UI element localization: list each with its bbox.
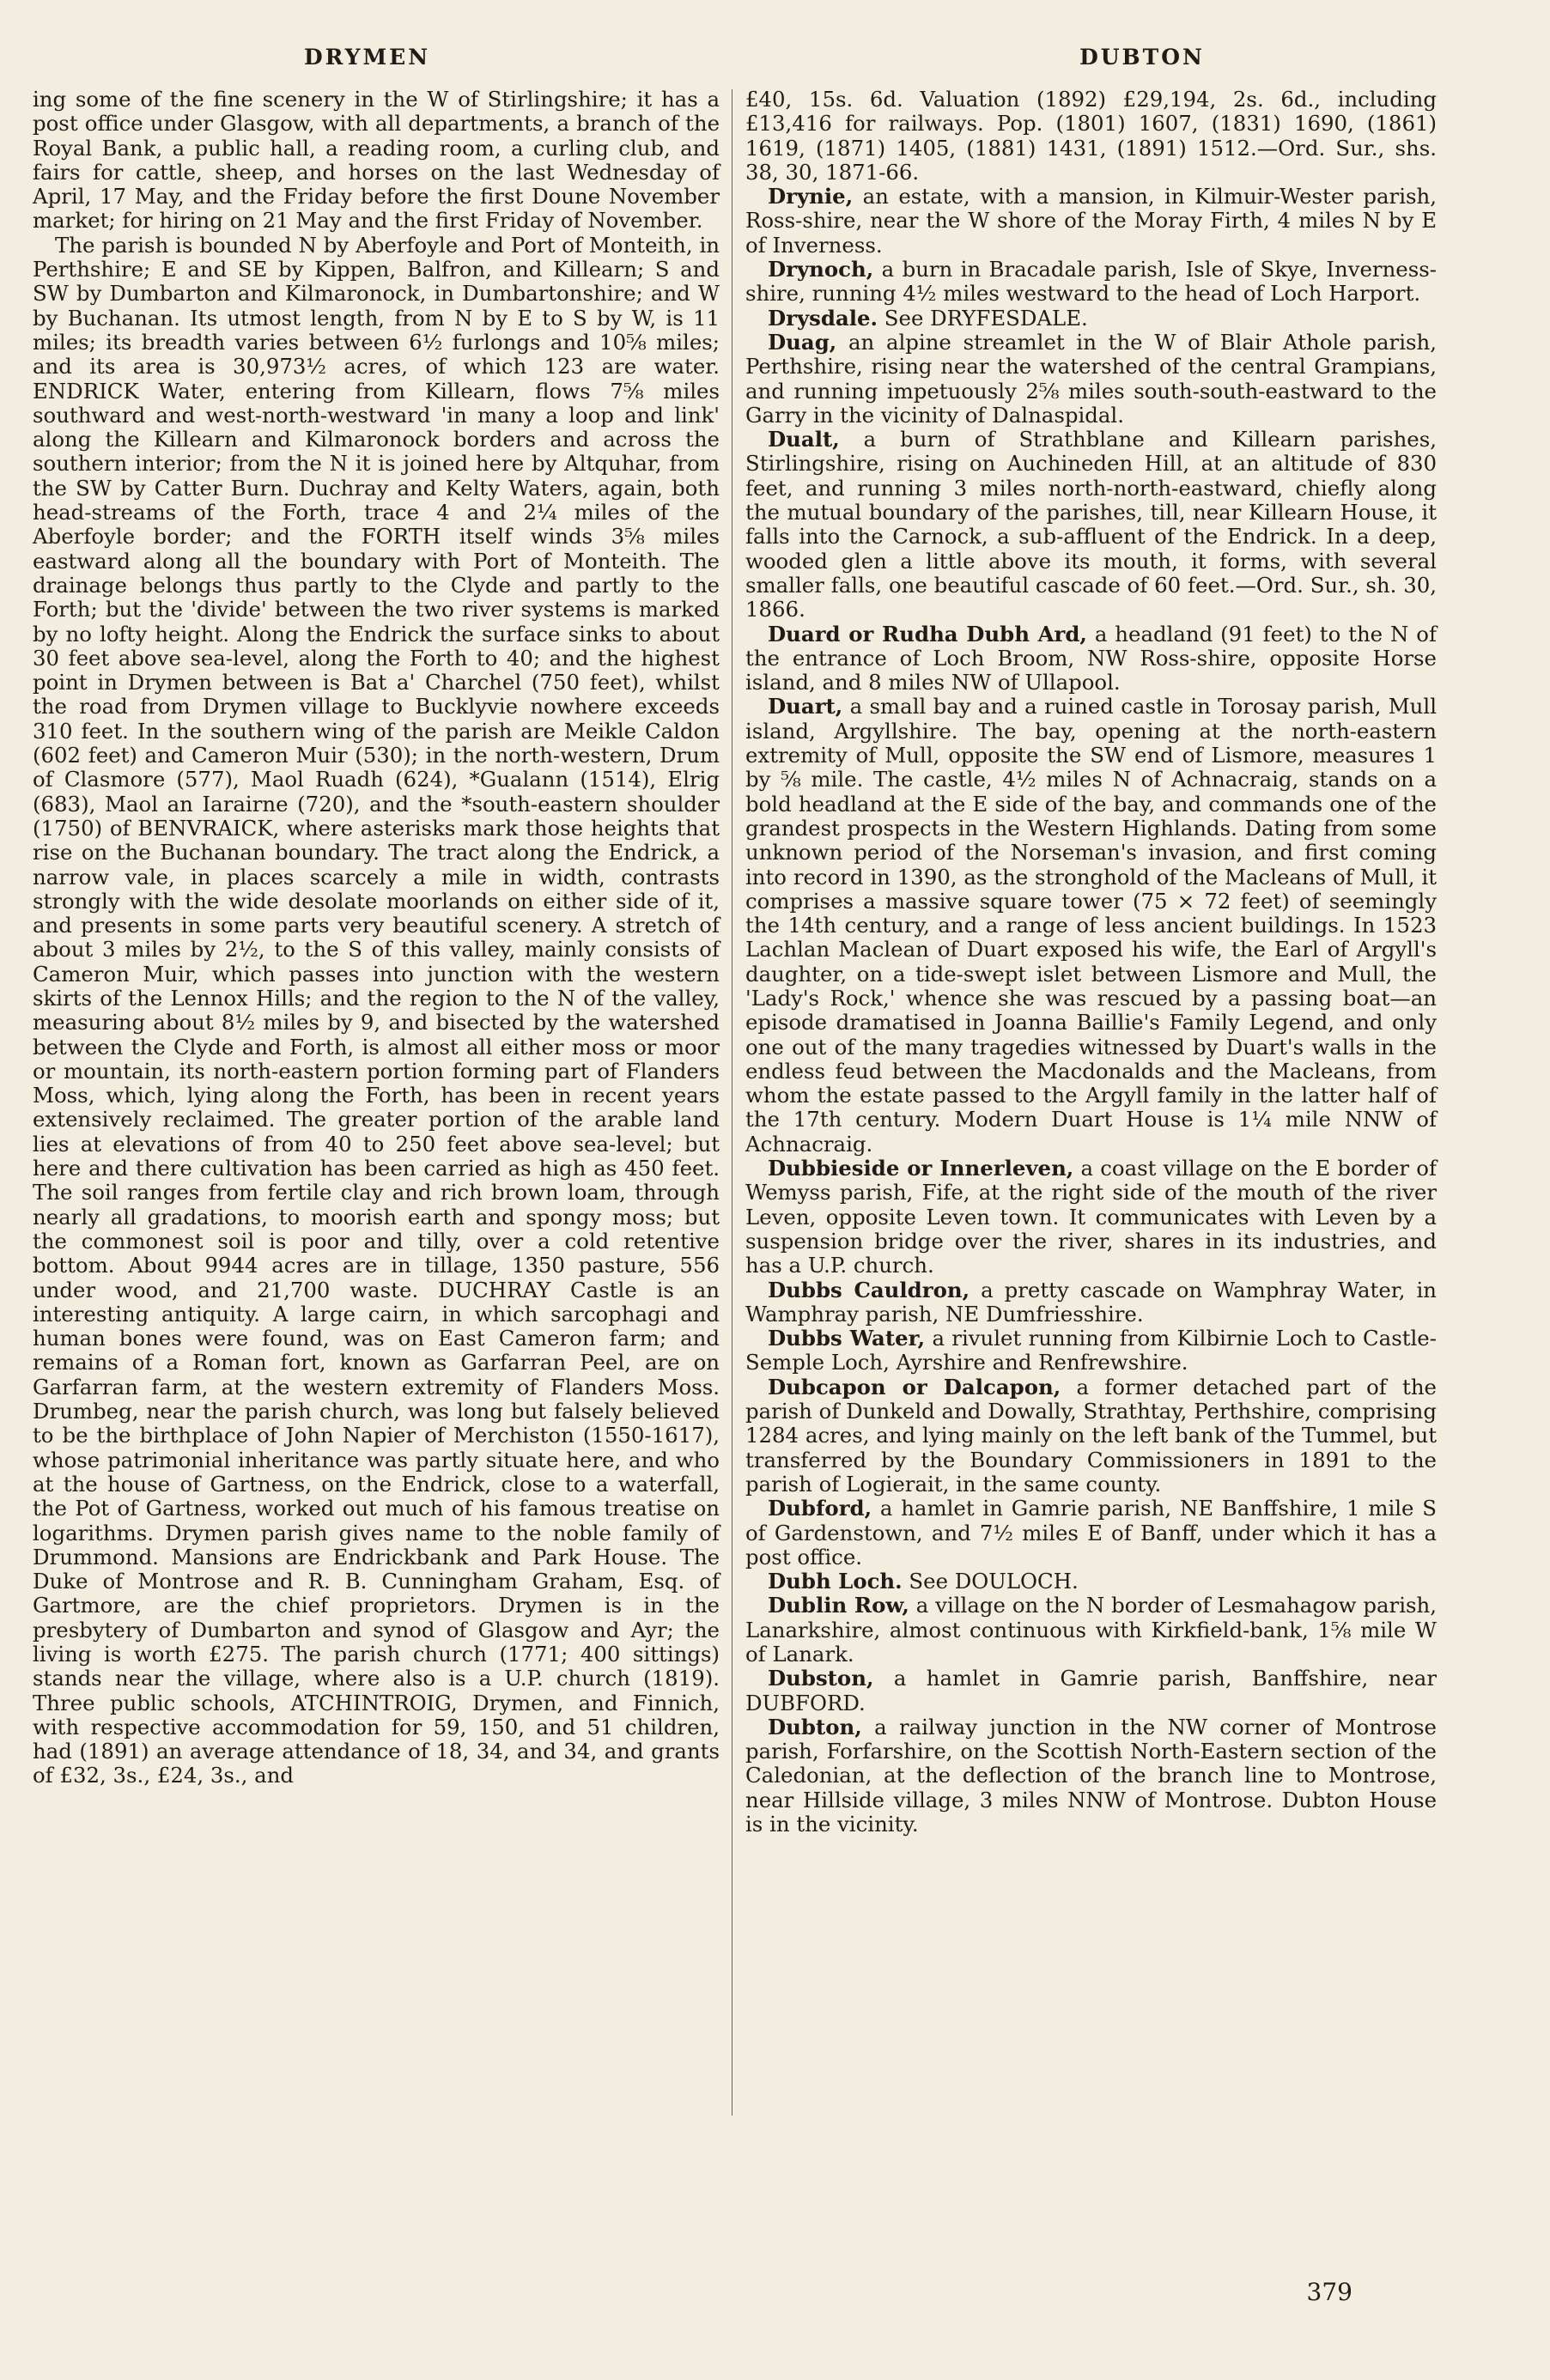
entry-headword: Dublin Row, [768,1593,909,1618]
gazetteer-entry [745,1157,1437,1278]
paragraph: ing some of the fine scenery in the W of Stirlingshire; it has a post office under Glasgow, with all departments, a branch of the Royal Bank, a public hall, a reading room, a curling club, and fairs for cattle, sheep, and horses on the last Wednesday of April, 17 May, and the Friday before the first Doune November market; for hiring on 21 May and the first Friday of November. [33,87,720,234]
gazetteer-entry [745,622,1437,695]
gazetteer-entry [745,1569,1437,1594]
entry-headword: Dubcapon or Dalcapon, [768,1374,1061,1399]
gazetteer-entry [745,1715,1437,1837]
running-header-left: DRYMEN [303,45,431,70]
entry-text: a hamlet in Gamrie parish, Banffshire, near DUBFORD. [745,1666,1437,1715]
entry-headword: Dubbieside or Innerleven, [768,1156,1074,1181]
entry-headword: Drynie, [768,184,854,209]
entry-headword: Duag, [768,329,837,355]
entry-text: a rivulet running from Kilbirnie Loch to Castle-Semple Loch, Ayrshire and Renfrewshire. [745,1326,1437,1375]
entry-headword: Dubbs Cauldron, [768,1277,970,1302]
entry-text: an estate, with a mansion, in Kilmuir-Wester parish, Ross-shire, near the W shore of the Moray Firth, 4 miles N by E of Inverness. [745,184,1437,258]
gazetteer-entry [745,1667,1437,1715]
entry-text: a village on the N border of Lesmahagow parish, Lanarkshire, almost continuous with Kirkfield-bank, 1⅝ mile W of Lanark. [745,1593,1437,1667]
paragraph: £40, 15s. 6d. Valuation (1892) £29,194, 2s. 6d., including £13,416 for railways. Pop. (1801) 1607, (1831) 1690, (1861) 1619, (1871) 1405, (1881) 1431, (1891) 1512.—Ord. Sur., shs. 38, 30, 1871-66. [745,87,1437,185]
entry-text: an alpine streamlet in the W of Blair Athole parish, Perthshire, rising near the watershed of the central Grampians, and running impetuously 2⅝ miles south-south-eastward to the Garry in the vicinity of Dalnaspidal. [745,329,1437,428]
gazetteer-entry [745,1497,1437,1569]
gazetteer-entry [745,331,1437,428]
entry-text: See DRYFESDALE. [878,305,1088,331]
paragraph: The parish is bounded N by Aberfoyle and Port of Monteith, in Perthshire; E and SE by Kippen, Balfron, and Killearn; S and SW by Dumbarton and Kilmaronock, in Dumbartonshire; and W by Buchanan. Its utmost length, from N by E to S by W, is 11 miles; its breadth varies between 6½ furlongs and 10⅝ miles; and its area is 30,973½ acres, of which 123 are water. ENDRICK Water, entering from Killearn, flows 7⅝ miles southward and west-north-westward 'in many a loop and link' along the Killearn and Kilmaronock borders and across the southern interior; from the N it is joined here by Altquhar, from the SW by Catter Burn. Duchray and Kelty Waters, again, both head-streams of the Forth, trace 4 and 2¼ miles of the Aberfoyle border; and the FORTH itself winds 3⅝ miles eastward along all the boundary with Port of Monteith. The drainage belongs thus partly to the Clyde and partly to the Forth; but the 'divide' between the two river systems is marked by no lofty height. Along the Endrick the surface sinks to about 30 feet above sea-level, along the Forth to 40; and the highest point in Drymen between is Bat a' Charchel (750 feet), whilst the road from Drymen village to Bucklyvie nowhere exceeds 310 feet. In the southern wing of the parish are Meikle Caldon (602 feet) and Cameron Muir (530); in the north-western, Drum of Clasmore (577), Maol Ruadh (624), *Gualann (1514), Elrig (683), Maol an Iarairne (720), and the *south-eastern shoulder (1750) of BENVRAICK, where asterisks mark those heights that rise on the Buchanan boundary. The tract along the Endrick, a narrow vale, in places scarcely a mile in width, contrasts strongly with the wide desolate moorlands on either side of it, and presents in some parts very beautiful scenery. A stretch of about 3 miles by 2½, to the S of this valley, mainly consists of Cameron Muir, which passes into junction with the western skirts of the Lennox Hills; and the region to the N of the valley, measuring about 8½ miles by 9, and bisected by the watershed between the Clyde and Forth, is almost all either moss or moor or mountain, its north-eastern portion forming part of Flanders Moss, which, lying along the Forth, has been in recent years extensively reclaimed. The greater portion of the arable land lies at elevations of from 40 to 250 feet above sea-level; but here and there cultivation has been carried as high as 450 feet. The soil ranges from fertile clay and rich brown loam, through nearly all gradations, to moorish earth and spongy moss; but the commonest soil is poor and tilly, over a cold retentive bottom. About 9944 acres are in tillage, 1350 pasture, 556 under wood, and 21,700 waste. DUCHRAY Castle is an interesting antiquity. A large cairn, in which sarcophagi and human bones were found, was on East Cameron farm; and remains of a Roman fort, known as Garfarran Peel, are on Garfarran farm, at the western extremity of Flanders Moss. Drumbeg, near the parish church, was long but falsely believed to be the birthplace of John Napier of Merchiston (1550-1617), whose patrimonial inheritance was partly situate here, and who at the house of Gartness, on the Endrick, close to a waterfall, the Pot of Gartness, worked out much of his famous treatise on logarithms. Drymen parish gives name to the noble family of Drummond. Mansions are Endrickbank and Park House. The Duke of Montrose and R. B. Cunningham Graham, Esq. of Gartmore, are the chief proprietors. Drymen is in the presbytery of Dumbarton and synod of Glasgow and Ayr; the living is worth £275. The parish church (1771; 400 sittings) stands near the village, where also is a U.P. church (1819). Three public schools, ATCHINTROIG, Drymen, and Finnich, with respective accommodation for 59, 150, and 51 children, had (1891) an average attendance of 18, 34, and 34, and grants of £32, 3s., £24, 3s., and [33,232,720,1788]
entry-headword: Duard or Rudha Dubh Ard, [768,621,1087,647]
entry-headword: Drysdale. [768,305,878,331]
right-column [745,88,1437,1837]
entry-text: a coast village on the E border of Wemyss parish, Fife, at the right side of the mouth of the river Leven, opposite Leven town. It communicates with Leven by a suspension bridge over the river, shares in its industries, and has a U.P. church. [745,1156,1437,1278]
gazetteer-entry [745,428,1437,622]
entry-headword: Dubston, [768,1666,874,1691]
entry-text: a small bay and a ruined castle in Torosay parish, Mull island, Argyllshire. The bay, opening at the north-eastern extremity of Mull, opposite the SW end of Lismore, measures 1 by ⅝ mile. The castle, 4½ miles N of Achnacraig, stands on a bold headland at the E side of the bay, and commands one of the grandest prospects in the Western Highlands. Dating from some unknown period of the Norseman's invasion, and first coming into record in 1390, as the stronghold of the Macleans of Mull, it comprises a massive square tower (75 × 72 feet) of seemingly the 14th century, and a range of less ancient buildings. In 1523 Lachlan Maclean of Duart exposed his wife, the Earl of Argyll's daughter, on a tide-swept islet between Lismore and Mull, the 'Lady's Rock,' whence she was rescued by a passing boat—an episode dramatised in Joanna Baillie's Family Legend, and only one out of the many tragedies witnessed by Duart's walls in the endless feud between the Macdonalds and the Macleans, from whom the estate passed to the Argyll family in the latter half of the 17th century. Modern Duart House is 1¼ mile NNW of Achnacraig. [745,694,1437,1157]
entry-text: a former detached part of the parish of Dunkeld and Dowally, Strathtay, Perthshire, comprising 1284 acres, and lying mainly on the left bank of the Tummel, but transferred by the Boundary Commissioners in 1891 to the parish of Logierait, in the same county. [745,1374,1437,1497]
gazetteer-entry [745,1594,1437,1667]
entry-headword: Dualt, [768,427,840,452]
gazetteer-entry [745,1278,1437,1327]
left-column [33,88,720,1788]
entry-text: See DOULOCH. [902,1569,1079,1594]
entry-text: a headland (91 feet) to the N of the entrance of Loch Broom, NW Ross-shire, opposite Horse island, and 8 miles NW of Ullapool. [745,621,1438,695]
entry-headword: Dubton, [768,1714,862,1739]
entry-headword: Dubh Loch. [768,1569,903,1594]
running-header-right: DUBTON [1079,45,1205,70]
gazetteer-entry [745,1375,1437,1497]
entry-text: a hamlet in Gamrie parish, NE Banffshire, 1 mile S of Gardenstown, and 7½ miles E of Banff, under which it has a post office. [745,1496,1437,1569]
gazetteer-entry [745,307,1437,331]
entry-text: a railway junction in the NW corner of Montrose parish, Forfarshire, on the Scottish North-Eastern section of the Caledonian, at the deflection of the branch line to Montrose, near Hillside village, 3 miles NNW of Montrose. Dubton House is in the vicinity. [745,1714,1437,1837]
page-number: 379 [1306,2278,1352,2306]
entry-text: a pretty cascade on Wamphray Water, in Wamphray parish, NE Dumfriesshire. [745,1277,1437,1327]
gazetteer-entry [745,185,1437,258]
entry-text: a burn in Bracadale parish, Isle of Skye, Inverness-shire, running 4½ miles westward to the head of Loch Harport. [745,257,1437,307]
entry-headword: Dubford, [768,1496,872,1521]
gazetteer-entry [745,1327,1437,1375]
gazetteer-entry [745,695,1437,1157]
entry-text: a burn of Strathblane and Killearn parishes, Stirlingshire, rising on Auchineden Hill, at an altitude of 830 feet, and running 3 miles north-north-eastward, chiefly along the mutual boundary of the parishes, till, near Killearn House, it falls into the Carnock, a sub-affluent of the Endrick. In a deep, wooded glen a little above its mouth, it forms, with several smaller falls, one beautiful cascade of 60 feet.—Ord. Sur., sh. 30, 1866. [745,427,1437,622]
entry-headword: Dubbs Water, [768,1326,926,1351]
entry-headword: Drynoch, [768,257,874,282]
entry-headword: Duart, [768,694,843,719]
gazetteer-entry [745,258,1437,307]
